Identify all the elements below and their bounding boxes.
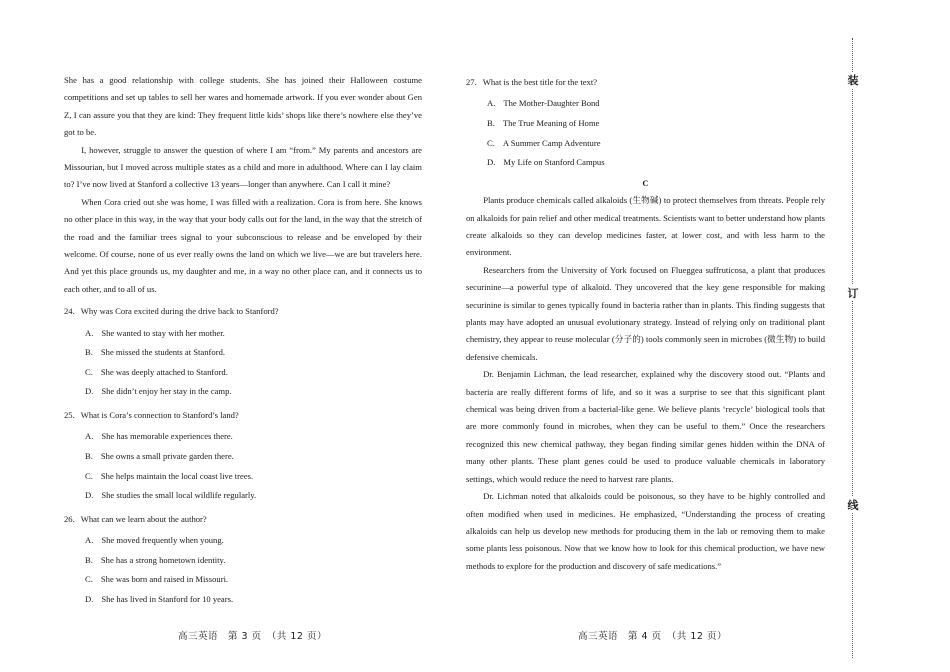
option-a[interactable]: A. She moved frequently when young. bbox=[85, 535, 224, 546]
option-a[interactable]: A. The Mother-Daughter Bond bbox=[487, 98, 600, 109]
question-25 bbox=[64, 407, 422, 506]
option-d[interactable]: D. She has lived in Stanford for 10 years. bbox=[85, 594, 234, 605]
option-a[interactable]: A. She has memorable experiences there. bbox=[85, 431, 233, 442]
question-26 bbox=[64, 511, 422, 610]
binding-mark-ding: 订 bbox=[847, 287, 859, 300]
option-c[interactable]: C. She helps maintain the local coast live trees. bbox=[85, 470, 254, 481]
passage-c-paragraph-2: Researchers from the University of York focused on Flueggea suffruticosa, a plant that produces securinine—a powerful type of alkaloid. They uncovered that the key gene responsible for making securinine is similar to genes typically found in bacteria rather than in plants. This finding suggests that plants may have adopted an unusual evolutionary strategy. Instead of relying only on traditional plant chemistry, they appear to reuse molecular (分子的) tools commonly seen in microbes (微生物) to build defensive chemicals. bbox=[466, 264, 825, 362]
binding-mark-xian: 线 bbox=[847, 499, 859, 512]
binding-mark-zhuang: 装 bbox=[847, 74, 859, 87]
question-number: 25. bbox=[64, 410, 75, 421]
option-b[interactable]: B. She missed the students at Stanford. bbox=[85, 347, 226, 358]
question-number: 24. bbox=[64, 306, 75, 317]
question-number: 26. bbox=[64, 513, 75, 524]
option-b[interactable]: B. The True Meaning of Home bbox=[487, 118, 600, 128]
passage-c-paragraph-1: Plants produce chemicals called alkaloids (生物碱) to protect themselves from threats. People rely on alkaloids for pain relief and other medical treatments. Scientists want to better understand how plants create alkaloids so they can develop medicines faster, at lower cost, and with less harm to the environment. bbox=[466, 195, 825, 258]
question-text: What can we learn about the author? bbox=[80, 513, 207, 524]
question-27 bbox=[466, 74, 825, 173]
passage-paragraph-3: When Cora cried out she was home, I was filled with a realization. Cora is from here. She knows no other place in this way, in the way that your body calls out for the land, in the way that the stretch of the road and the familiar trees signal to your subconscious to release and be enveloped by their welcome. Of course, none of us ever really owns the land on which we live—we are but travelers here. And yet this place grounds us, my daughter and me, in a way no other place can, and it connects us to each other, and to all of us. bbox=[64, 196, 422, 294]
option-b[interactable]: B. She owns a small private garden there. bbox=[85, 451, 234, 462]
right-column bbox=[466, 72, 825, 575]
question-text: What is the best title for the text? bbox=[482, 77, 598, 87]
left-column bbox=[64, 72, 422, 610]
passage-paragraph-1: She has a good relationship with college students. She has joined their Halloween costume competitions and set up tables to sell her wares and homemade artwork. If you ever wonder about Gen Z, I can assure you that they are kind: They frequent little kids’ shops like there’s nowhere else they’ve got to be. bbox=[64, 75, 422, 138]
section-heading: C bbox=[642, 177, 649, 188]
passage-paragraph-2: I, however, struggle to answer the question of where I am “from.” My parents and ancestors are Missourian, but I moved across multiple states as a child and more in adulthood. Where can I lay claim to? I’ve now lived at Stanford a collective 13 years—longer than anywhere. Can I call it mine? bbox=[64, 144, 422, 190]
option-d[interactable]: D. She didn’t enjoy her stay in the camp. bbox=[85, 386, 232, 397]
question-24 bbox=[64, 303, 422, 402]
page-footer-right: 高三英语 第 4 页 （共 12 页） bbox=[578, 631, 727, 642]
option-b[interactable]: B. She has a strong hometown identity. bbox=[85, 554, 226, 565]
question-number: 27. bbox=[466, 77, 477, 87]
passage-c-paragraph-4: Dr. Lichman noted that alkaloids could be poisonous, so they have to be highly controlled and often modified when used in medicines. He emphasized, “Understanding the process of creating alkaloids can help us develop new methods for producing them in the lab or removing them to make some plants less poisonous. Now that we know how to look for this chemical production, we have new methods to explore for the production and discovery of safe medications.” bbox=[466, 491, 825, 571]
binding-dotted-line bbox=[852, 38, 853, 658]
option-a[interactable]: A. She wanted to stay with her mother. bbox=[85, 327, 225, 338]
option-c[interactable]: C. She was born and raised in Missouri. bbox=[85, 574, 229, 585]
option-d[interactable]: D. She studies the small local wildlife regularly. bbox=[85, 490, 257, 501]
page-footer-left: 高三英语 第 3 页 （共 12 页） bbox=[178, 631, 327, 642]
option-d[interactable]: D. My Life on Stanford Campus bbox=[487, 157, 605, 168]
option-c[interactable]: C. She was deeply attached to Stanford. bbox=[85, 366, 228, 377]
passage-c-paragraph-3: Dr. Benjamin Lichman, the lead researcher, explained why the discovery stood out. “Plants and bacteria are really different forms of life, and so it was a surprise to see that this significant plant chemical was being driven from a bacterial-like gene. We believe plants ‘recycle’ biological tools that are more commonly found in microbes, when they can be useful to them.” Once the researchers recognized this new chemical pathway, they began finding similar genes hidden within the DNA of many other plants. These plant genes could be used to produce valuable chemicals in laboratory settings, which would reduce the need to harvest rare plants. bbox=[466, 369, 825, 484]
question-text: What is Cora’s connection to Stanford’s land? bbox=[80, 410, 239, 421]
question-text: Why was Cora excited during the drive back to Stanford? bbox=[80, 306, 279, 317]
option-c[interactable]: C. A Summer Camp Adventure bbox=[487, 137, 601, 148]
